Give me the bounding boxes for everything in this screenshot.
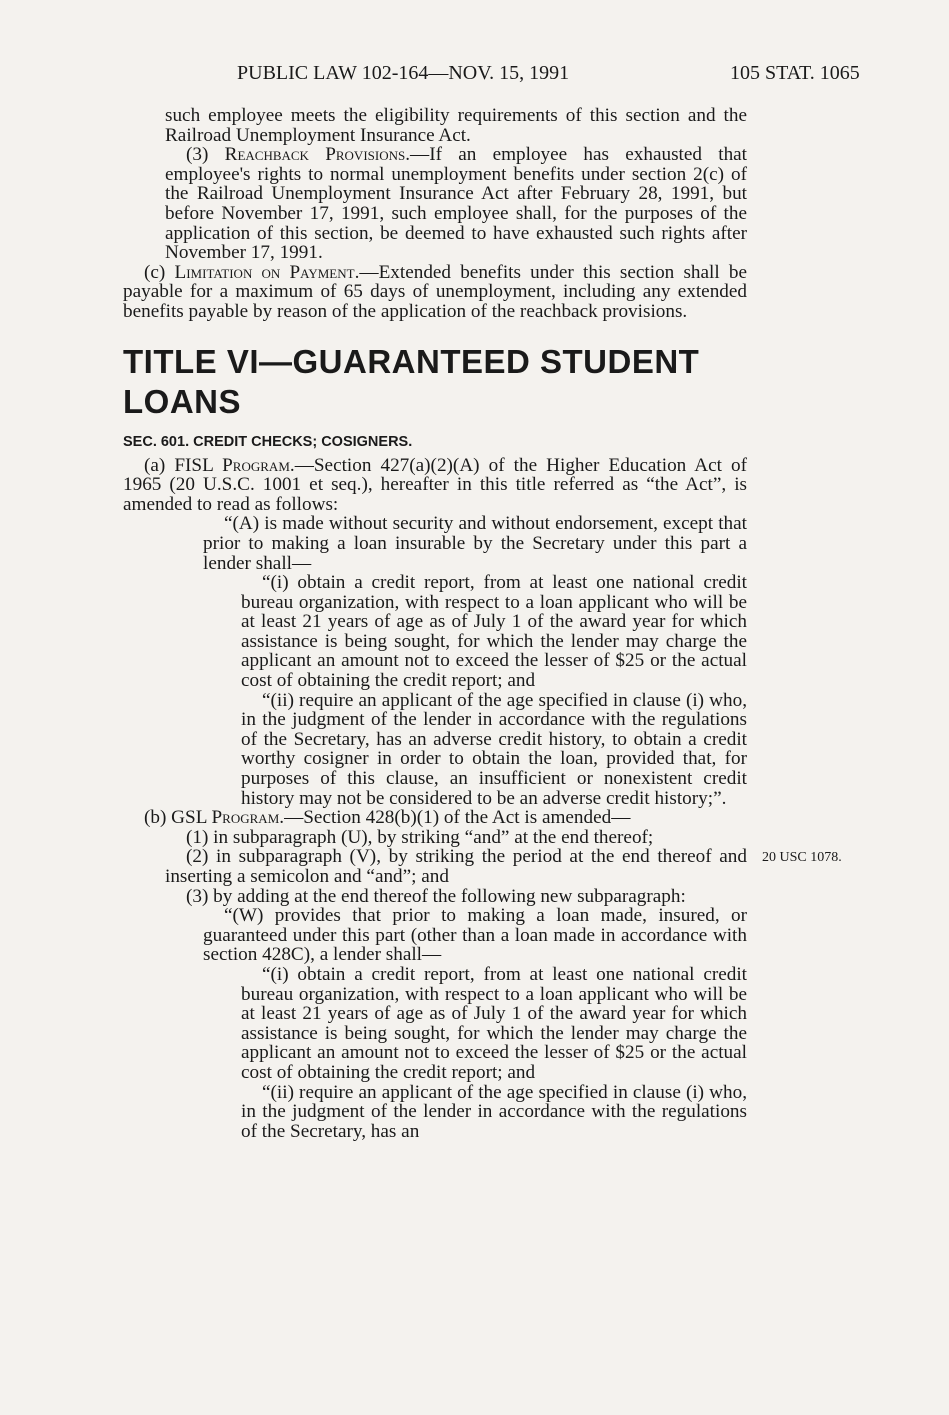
section-heading: SEC. 601. CREDIT CHECKS; COSIGNERS. <box>123 433 413 450</box>
header-law-citation: PUBLIC LAW 102-164—NOV. 15, 1991 <box>237 62 570 84</box>
para-heading: Limitation on Payment <box>174 261 355 283</box>
para-number: (3) <box>186 144 225 166</box>
para-text: .—Section 428(b)(1) of the Act is amended— <box>279 807 631 829</box>
paragraph-reachback <box>123 145 747 263</box>
para-text: .—Extended benefits under this section shall be payable for a maximum of 65 days of unemployment, including any extended benefits payable by reason of the application of the reachback provisions. <box>123 261 748 322</box>
quoted-clause-ii: “(ii) require an applicant of the age specified in clause (i) who, in the judgment of the lender in accordance with the regulations of the Secretary, has an <box>241 1081 747 1142</box>
quoted-subparagraph-w: “(W) provides that prior to making a loan made, insured, or guaranteed under this part (other than a loan made in accordance with section 428C), a lender shall— <box>203 905 747 966</box>
header-stat-page: 105 STAT. 1065 <box>730 62 860 84</box>
title-heading: TITLE VI—GUARANTEED STUDENT LOANS <box>123 342 700 420</box>
para-heading: Program <box>211 807 280 829</box>
margin-citation: 20 USC 1078. <box>762 850 842 865</box>
running-header <box>0 62 949 90</box>
para-heading: Reachback Provisions <box>224 144 406 166</box>
paragraph-gsl <box>123 808 747 828</box>
para-number: (b) GSL <box>144 807 212 829</box>
para-heading: Program <box>222 454 290 476</box>
quoted-clause-ii: “(ii) require an applicant of the age specified in clause (i) who, in the judgment of the lender in accordance with the regulations of the Secretary, has an adverse credit history, to obtain a credit worthy cosigner in order to obtain the loan, provided that, for purposes of this clause, an insufficient or nonexistent credit history may not be considered to be an adverse credit history;”. <box>241 689 747 809</box>
para-text: .—If an employee has exhausted that employee's rights to normal unemployment benefits under section 2(c) of the Railroad Unemployment Insurance Act after February 28, 1991, but before November 17, 1991, such employee shall, for the purposes of the application of this section, be deemed to have exhausted such rights after November 17, 1991. <box>165 144 748 264</box>
paragraph-fisl <box>123 456 747 515</box>
paragraph-continuation: such employee meets the eligibility requirements of this section and the Railroad Unemployment Insurance Act. <box>165 105 747 146</box>
para-text: .—Section 427(a)(2)(A) of the Higher Education Act of 1965 (20 U.S.C. 1001 et seq.), hereafter in this title referred as “the Act”, is amended to read as follows: <box>123 454 747 515</box>
quoted-clause-i: “(i) obtain a credit report, from at least one national credit bureau organization, with respect to a loan applicant who will be at least 21 years of age as of July 1 of the award year for which assistance is being sought, for which the lender may charge the applicant an amount not to exceed the lesser of $25 or the actual cost of obtaining the credit report; and <box>241 963 747 1083</box>
amendment-item-1: (1) in subparagraph (U), by striking “and” at the end thereof; <box>186 826 654 848</box>
para-number: (c) <box>144 261 175 283</box>
page-body <box>123 106 747 1141</box>
para-number: (a) FISL <box>144 454 223 476</box>
quoted-subparagraph-a: “(A) is made without security and without endorsement, except that prior to making a loan insurable by the Secretary under this part a lender shall— <box>203 513 747 574</box>
amendment-item-2: (2) in subparagraph (V), by striking the period at the end thereof and inserting a semicolon and “and”; and <box>165 846 747 887</box>
amendment-item-3: (3) by adding at the end thereof the following new subparagraph: <box>186 885 686 907</box>
paragraph-limitation <box>123 263 747 322</box>
quoted-clause-i: “(i) obtain a credit report, from at least one national credit bureau organization, with respect to a loan applicant who will be at least 21 years of age as of July 1 of the award year for which assistance is being sought, for which the lender may charge the applicant an amount not to exceed the lesser of $25 or the actual cost of obtaining the credit report; and <box>241 572 747 692</box>
